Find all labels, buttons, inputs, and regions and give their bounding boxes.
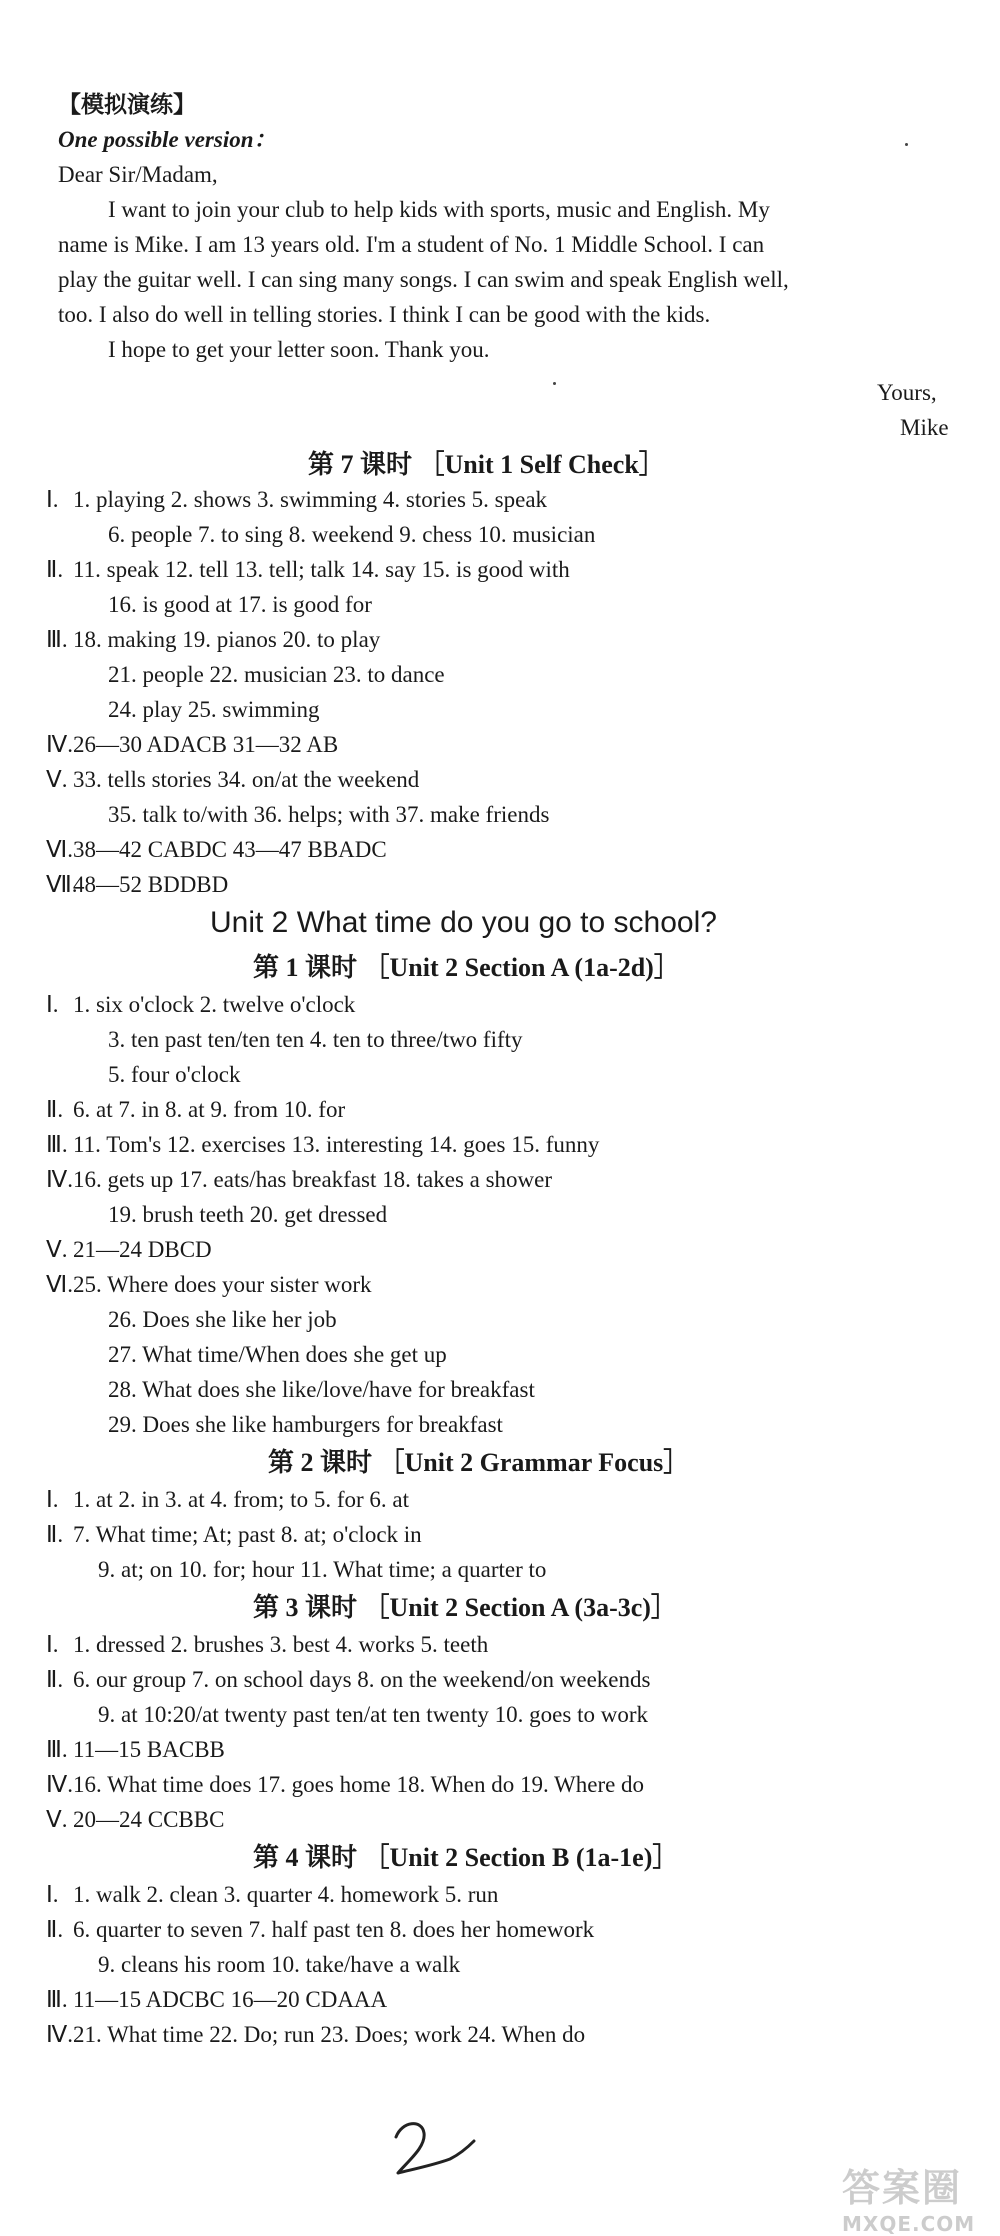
lesson-3-title: 第 3 课时 ［Unit 2 Section A (3a-3c)］ — [253, 1593, 677, 1622]
answer-text: 11. Tom's 12. exercises 13. interesting 14. goes 15. funny — [73, 1132, 600, 1157]
answer-text: 11. speak 12. tell 13. tell; talk 14. say 15. is good with — [73, 557, 570, 582]
answer-text: 38—42 CABDC 43—47 BBADC — [73, 837, 387, 862]
part-number: Ⅰ. — [46, 1882, 59, 1907]
letter-text: I want to join your club to help kids with sports, music and English. My — [108, 197, 770, 222]
letter-closing: Yours, — [877, 380, 937, 405]
letter-signature-name: Mike — [900, 415, 949, 440]
part-number: Ⅱ. — [46, 1522, 64, 1547]
part-number: Ⅱ. — [46, 1097, 64, 1122]
part-number: Ⅴ. — [46, 767, 68, 792]
part-number: Ⅴ. — [46, 1807, 68, 1832]
unit-heading — [0, 908, 1000, 944]
lesson-4-title: 第 4 课时 ［Unit 2 Section B (1a-1e)］ — [253, 1843, 679, 1872]
handwritten-page-number — [388, 2115, 478, 2185]
answer-text: 6. quarter to seven 7. half past ten 8. does her homework — [73, 1917, 595, 1942]
possible-version-label: One possible version： — [58, 127, 277, 152]
answer-text: 11—15 ADCBC 16—20 CDAAA — [73, 1987, 388, 2012]
speck — [905, 143, 908, 146]
answer-text: 26. Does she like her job — [108, 1307, 337, 1332]
answer-text: 20—24 CCBBC — [73, 1807, 225, 1832]
answer-text: 24. play 25. swimming — [108, 697, 320, 722]
part-number: Ⅰ. — [46, 1632, 59, 1657]
answer-text: 3. ten past ten/ten ten 4. ten to three/two fifty — [108, 1027, 523, 1052]
answer-text: 48—52 BDDBD — [73, 872, 229, 897]
answer-text: 6. at 7. in 8. at 9. from 10. for — [73, 1097, 346, 1122]
answer-text: 25. Where does your sister work — [73, 1272, 372, 1297]
answer-text: 27. What time/When does she get up — [108, 1342, 447, 1367]
part-number: Ⅰ. — [46, 992, 59, 1017]
section-header: 【模拟演练】 — [58, 92, 196, 118]
part-number: Ⅲ. — [46, 1737, 68, 1762]
answer-text: 33. tells stories 34. on/at the weekend — [73, 767, 420, 792]
answer-text: 7. What time; At; past 8. at; o'clock in — [73, 1522, 422, 1547]
answer-text: 9. cleans his room 10. take/have a walk — [98, 1952, 461, 1977]
letter-text: I hope to get your letter soon. Thank you. — [108, 337, 490, 362]
answer-text: 1. walk 2. clean 3. quarter 4. homework 5. run — [73, 1882, 499, 1907]
letter-text: play the guitar well. I can sing many songs. I can swim and speak English well, — [58, 267, 789, 292]
part-number: Ⅵ. — [46, 1272, 73, 1297]
speck — [553, 382, 556, 385]
part-number: Ⅲ. — [46, 1132, 68, 1157]
answer-text: 19. brush teeth 20. get dressed — [108, 1202, 388, 1227]
part-number: Ⅵ. — [46, 837, 73, 862]
lesson-1-title: 第 1 课时 ［Unit 2 Section A (1a-2d)］ — [253, 953, 680, 982]
letter-text: name is Mike. I am 13 years old. I'm a student of No. 1 Middle School. I can — [58, 232, 765, 257]
letter-greeting: Dear Sir/Madam, — [58, 162, 218, 187]
answer-text: 18. making 19. pianos 20. to play — [73, 627, 381, 652]
answer-text: 28. What does she like/love/have for breakfast — [108, 1377, 535, 1402]
lesson-7-title: 第 7 课时 ［Unit 1 Self Check］ — [308, 450, 665, 479]
lesson-2-title: 第 2 课时 ［Unit 2 Grammar Focus］ — [268, 1448, 690, 1477]
answer-text: 21. people 22. musician 23. to dance — [108, 662, 445, 687]
answer-text: 6. people 7. to sing 8. weekend 9. chess 10. musician — [108, 522, 596, 547]
answer-text: 5. four o'clock — [108, 1062, 241, 1087]
part-number: Ⅳ. — [46, 1772, 73, 1797]
watermark-title: 答案圈 — [842, 2166, 963, 2210]
part-number: Ⅳ. — [46, 1167, 73, 1192]
answer-text: 16. is good at 17. is good for — [108, 592, 372, 617]
answer-text: 26—30 ADACB 31—32 AB — [73, 732, 339, 757]
answer-text: 29. Does she like hamburgers for breakfast — [108, 1412, 503, 1437]
answer-text: 21—24 DBCD — [73, 1237, 212, 1262]
answer-text: 1. at 2. in 3. at 4. from; to 5. for 6. at — [73, 1487, 409, 1512]
part-number: Ⅴ. — [46, 1237, 68, 1262]
answer-text: 21. What time 22. Do; run 23. Does; work 24. When do — [73, 2022, 586, 2047]
letter-text: too. I also do well in telling stories. I think I can be good with the kids. — [58, 302, 711, 327]
part-number: Ⅳ. — [46, 2022, 73, 2047]
part-number: Ⅱ. — [46, 1667, 64, 1692]
answer-text: 9. at; on 10. for; hour 11. What time; a quarter to — [98, 1557, 547, 1582]
part-number: Ⅳ. — [46, 732, 73, 757]
part-number: Ⅰ. — [46, 487, 59, 512]
part-number: Ⅱ. — [46, 1917, 64, 1942]
watermark-logo — [842, 2157, 992, 2236]
part-number: Ⅲ. — [46, 1987, 68, 2012]
answer-text: 11—15 BACBB — [73, 1737, 225, 1762]
answer-text: 16. What time does 17. goes home 18. When do 19. Where do — [73, 1772, 645, 1797]
part-number: Ⅶ. — [46, 872, 78, 897]
answer-text: 1. dressed 2. brushes 3. best 4. works 5. teeth — [73, 1632, 489, 1657]
answer-text: 35. talk to/with 36. helps; with 37. make friends — [108, 802, 550, 827]
watermark-url: MXQE.COM — [842, 2212, 976, 2236]
unit-2-title: Unit 2 What time do you go to school? — [210, 906, 717, 939]
part-number: Ⅱ. — [46, 557, 64, 582]
answer-text: 1. six o'clock 2. twelve o'clock — [73, 992, 356, 1017]
part-number: Ⅲ. — [46, 627, 68, 652]
answer-text: 16. gets up 17. eats/has breakfast 18. takes a shower — [73, 1167, 553, 1192]
answer-text: 6. our group 7. on school days 8. on the weekend/on weekends — [73, 1667, 651, 1692]
part-number: Ⅰ. — [46, 1487, 59, 1512]
answer-text: 9. at 10:20/at twenty past ten/at ten twenty 10. goes to work — [98, 1702, 648, 1727]
answer-text: 1. playing 2. shows 3. swimming 4. stories 5. speak — [73, 487, 548, 512]
